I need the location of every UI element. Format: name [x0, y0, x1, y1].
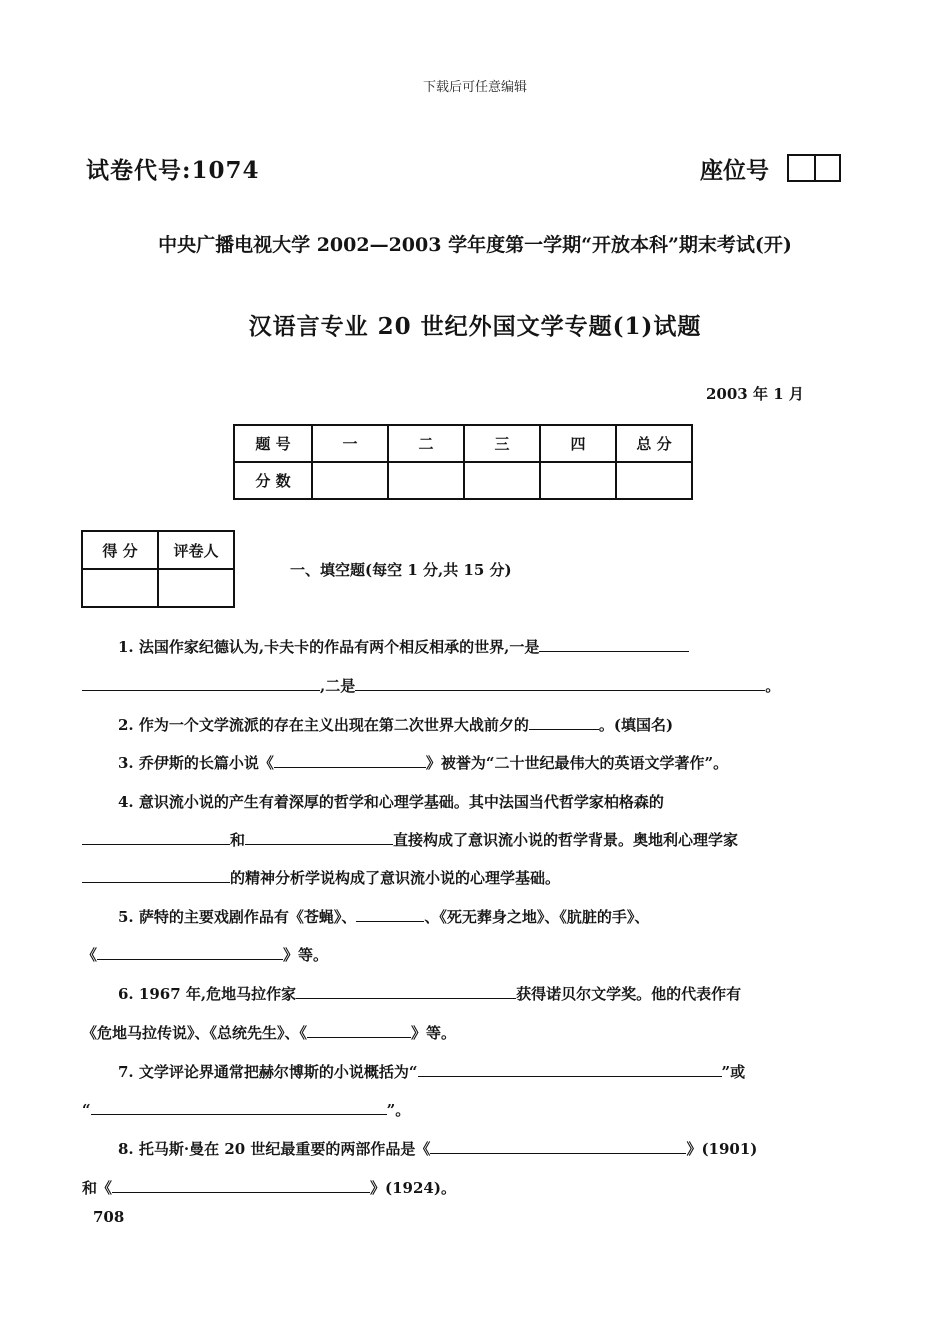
question-6-line-2 — [82, 1022, 456, 1043]
question-8-line-1 — [118, 1138, 757, 1159]
seat-label: 座位号 — [700, 157, 769, 184]
seat-box-divider — [814, 156, 816, 180]
question-text: 。(填国名) — [598, 716, 674, 734]
paper-code: 试卷代号:1074 — [86, 157, 260, 184]
answer-blank[interactable] — [430, 1139, 686, 1154]
question-text: ,二是 — [320, 677, 356, 695]
question-text: 》等。 — [283, 946, 329, 964]
score-header-cell: 四 — [540, 425, 616, 462]
question-text: 》(1924)。 — [370, 1179, 456, 1197]
question-text: 获得诺贝尔文学奖。他的代表作有 — [516, 985, 742, 1003]
answer-blank[interactable] — [112, 1178, 370, 1193]
question-1-line-1 — [118, 636, 689, 657]
exam-title: 中央广播电视大学 2002—2003 学年度第一学期“开放本科”期末考试(开) — [158, 234, 792, 256]
question-text: 和 — [230, 831, 246, 849]
score-header-cell: 一 — [312, 425, 388, 462]
question-7-line-1 — [118, 1061, 745, 1082]
score-row-label: 分 数 — [234, 462, 312, 499]
question-text: 。 — [765, 677, 781, 695]
grader-score-cell[interactable] — [82, 569, 158, 607]
question-3 — [118, 752, 728, 773]
answer-blank[interactable] — [82, 676, 320, 691]
answer-blank[interactable] — [529, 715, 599, 730]
score-cell[interactable] — [616, 462, 692, 499]
score-header-cell: 总 分 — [616, 425, 692, 462]
question-text: 的精神分析学说构成了意识流小说的心理学基础。 — [230, 869, 561, 887]
question-text: 《 — [82, 946, 98, 964]
section-title: 一、填空题(每空 1 分,共 15 分) — [290, 561, 512, 579]
question-4-line-2 — [82, 829, 738, 850]
question-text: 》(1901) — [686, 1140, 758, 1158]
question-4-line-1 — [118, 791, 664, 812]
question-7-line-2 — [82, 1099, 410, 1120]
subject-title: 汉语言专业 20 世纪外国文学专题(1)试题 — [248, 313, 702, 340]
score-cell[interactable] — [388, 462, 464, 499]
question-text: 1. 法国作家纪德认为,卡夫卡的作品有两个相反相承的世界,一是 — [118, 638, 540, 656]
question-5-line-2 — [82, 944, 328, 965]
question-text: 2. 作为一个文学流派的存在主义出现在第二次世界大战前夕的 — [118, 716, 529, 734]
question-2 — [118, 714, 673, 735]
question-text: 《危地马拉传说》、《总统先生》、《 — [82, 1024, 308, 1042]
question-text: ”。 — [386, 1101, 411, 1119]
grader-name-label: 评卷人 — [158, 531, 234, 569]
score-header-cell: 二 — [388, 425, 464, 462]
question-text: 5. 萨特的主要戏剧作品有《苍蝇》、 — [118, 908, 357, 926]
question-text: 和《 — [82, 1179, 113, 1197]
score-table-value-row — [234, 462, 692, 499]
question-8-line-2 — [82, 1177, 456, 1198]
answer-blank[interactable] — [296, 984, 516, 999]
answer-blank[interactable] — [274, 753, 426, 768]
question-text: 》等。 — [411, 1024, 457, 1042]
question-text: 直接构成了意识流小说的哲学背景。奥地利心理学家 — [393, 831, 739, 849]
question-5-line-1 — [118, 906, 649, 927]
answer-blank[interactable] — [245, 830, 393, 845]
question-text: 4. 意识流小说的产生有着深厚的哲学和心理学基础。其中法国当代哲学家柏格森的 — [118, 793, 664, 811]
question-text: 3. 乔伊斯的长篇小说《 — [118, 754, 274, 772]
question-text: 》被誉为“二十世纪最伟大的英语文学著作”。 — [425, 754, 729, 772]
grader-table — [81, 530, 235, 608]
grader-score-label: 得 分 — [82, 531, 158, 569]
score-header-cell: 三 — [464, 425, 540, 462]
seat-number-box[interactable] — [787, 154, 841, 182]
question-4-line-3 — [82, 867, 560, 888]
score-header-cell: 题 号 — [234, 425, 312, 462]
answer-blank[interactable] — [356, 907, 424, 922]
answer-blank[interactable] — [91, 1100, 387, 1115]
question-text: 、《死无葬身之地》、《肮脏的手》、 — [424, 908, 650, 926]
answer-blank[interactable] — [82, 868, 230, 883]
question-text: ”或 — [721, 1063, 746, 1081]
exam-date: 2003 年 1 月 — [706, 385, 804, 403]
answer-blank[interactable] — [97, 945, 283, 960]
score-cell[interactable] — [312, 462, 388, 499]
question-text: 6. 1967 年,危地马拉作家 — [118, 985, 297, 1003]
answer-blank[interactable] — [539, 637, 689, 652]
grader-name-cell[interactable] — [158, 569, 234, 607]
answer-blank[interactable] — [355, 676, 765, 691]
score-table — [233, 424, 693, 500]
score-table-header-row — [234, 425, 692, 462]
answer-blank[interactable] — [418, 1062, 722, 1077]
top-note: 下载后可任意编辑 — [422, 80, 527, 95]
answer-blank[interactable] — [82, 830, 230, 845]
question-text: 8. 托马斯·曼在 20 世纪最重要的两部作品是《 — [118, 1140, 431, 1158]
score-cell[interactable] — [540, 462, 616, 499]
answer-blank[interactable] — [307, 1023, 411, 1038]
question-6-line-1 — [118, 983, 741, 1004]
score-cell[interactable] — [464, 462, 540, 499]
question-1-line-2 — [82, 675, 780, 696]
page-number: 708 — [93, 1208, 125, 1226]
question-text: 7. 文学评论界通常把赫尔博斯的小说概括为“ — [118, 1063, 418, 1081]
question-text: “ — [82, 1101, 91, 1119]
